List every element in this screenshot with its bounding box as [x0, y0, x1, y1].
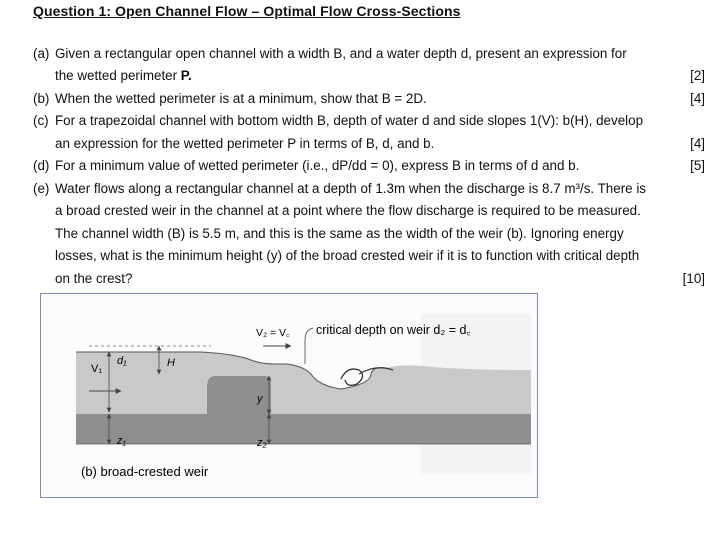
hydraulic-jump-swirl [341, 369, 363, 385]
part-a-line-2 [55, 65, 192, 88]
weir-diagram [41, 294, 537, 497]
d1-label: d₁ [117, 355, 127, 367]
y-label: y [257, 393, 263, 405]
part-e-line-1: Water flows along a rectangular channel at a depth of 1.3m when the discharge is 8.7 m³/s. There is [55, 181, 646, 196]
part-d-label: (d) [33, 158, 50, 173]
figure-caption: (b) broad-crested weir [81, 464, 209, 479]
part-c-marks: [4] [690, 136, 705, 151]
part-e-line-3: The channel width (B) is 5.5 m, and this is the same as the width of the weir (b). Ignoring energy [55, 226, 624, 241]
part-c-line-2: an expression for the wetted perimeter P in terms of B, d, and b. [55, 136, 435, 151]
z2-label: z₂ [257, 437, 267, 449]
part-e-line-4: losses, what is the minimum height (y) of the broad crested weir if it is to function with critical depth [55, 248, 640, 263]
question-title: Question 1: Open Channel Flow – Optimal Flow Cross-Sections [33, 3, 461, 19]
part-e-line-5: on the crest? [55, 271, 133, 286]
critical-depth-label: critical depth on weir d₂ = d꜀ [316, 323, 471, 337]
part-e-label: (e) [33, 181, 50, 196]
v1-label: V₁ [91, 363, 103, 375]
part-a-marks: [2] [690, 68, 705, 83]
part-e-line-2: a broad crested weir in the channel at a point where the flow discharge is required to be measured. [55, 203, 641, 218]
part-d-marks: [5] [690, 158, 705, 173]
z1-label: z₁ [117, 435, 126, 447]
part-c-line-1: For a trapezoidal channel with bottom width B, depth of water d and side slopes 1(V): b(H), develop [55, 113, 644, 128]
part-d-line-1: For a minimum value of wetted perimeter (i.e., dP/dd = 0), express B in terms of d and b. [55, 158, 580, 173]
part-a-label: (a) [33, 46, 50, 61]
perimeter-symbol: P. [180, 68, 192, 83]
h-label: H [167, 357, 175, 369]
part-b-label: (b) [33, 91, 50, 106]
critical-depth-pointer [305, 328, 313, 364]
part-a-line-1: Given a rectangular open channel with a width B, and a water depth d, present an expression for [55, 46, 627, 61]
part-e-marks: [10] [682, 271, 705, 286]
broad-crested-weir-figure [40, 293, 538, 498]
part-b-marks: [4] [690, 91, 705, 106]
part-b-line-1: When the wetted perimeter is at a minimum, show that B = 2D. [55, 91, 427, 106]
part-a-line-2-text: the wetted perimeter P. [55, 68, 192, 83]
velocity-label: V₂ = V꜀ [256, 327, 290, 339]
part-c-label: (c) [33, 113, 49, 128]
